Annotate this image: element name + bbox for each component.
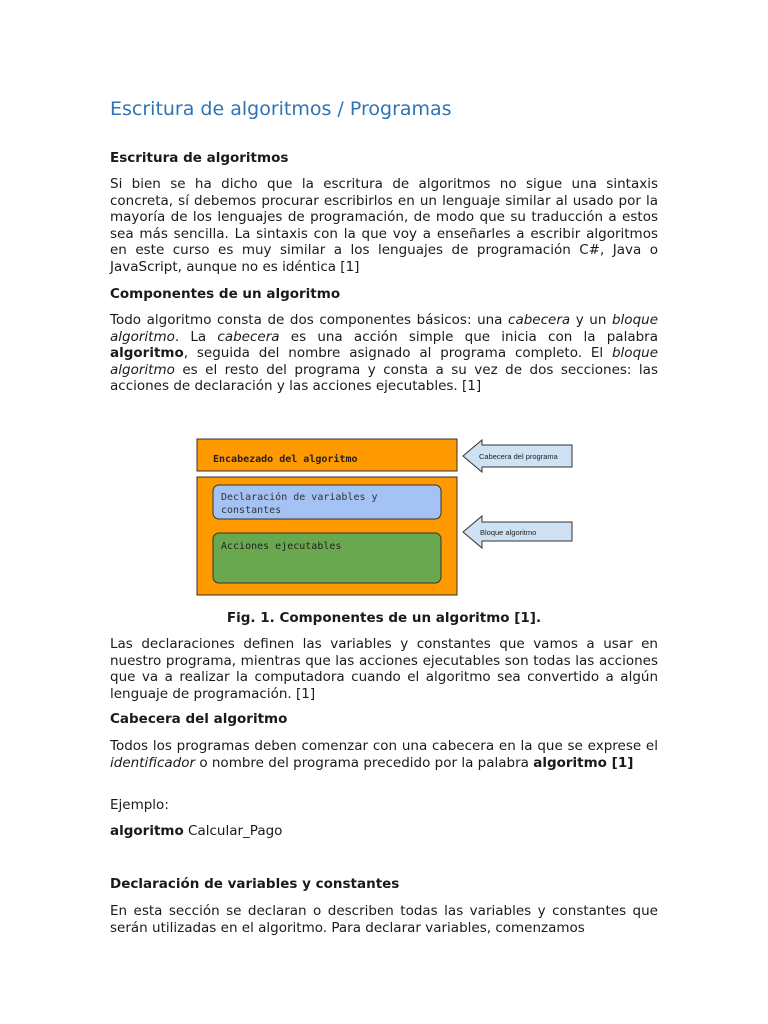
paragraph-componentes: Todo algoritmo consta de dos componentes básicos: una cabecera y un bloque algoritmo. La cabecera es una acción simple que inicia con la palabra algoritmo, seguida del nombre asignado al programa completo. El bloque algoritmo es el resto del programa y consta a su vez de dos secciones: las acciones de declaración y las acciones ejecutables. [1]: [110, 312, 658, 395]
paragraph-cabecera: Todos los programas deben comenzar con una cabecera en la que se exprese el identificador o nombre del programa precedido por la palabra algoritmo [1]: [110, 738, 658, 771]
section-heading-cabecera: Cabecera del algoritmo: [110, 711, 288, 727]
section-heading-escritura: Escritura de algoritmos: [110, 150, 289, 166]
section-heading-componentes: Componentes de un algoritmo: [110, 286, 341, 302]
page-title: Escritura de algoritmos / Programas: [110, 98, 452, 120]
paragraph-declaracion: En esta sección se declaran o describen todas las variables y constantes que serán utilizadas en el algoritmo. Para declarar variables, comenzamos: [110, 903, 658, 936]
header-box-label: Encabezado del algoritmo: [213, 454, 358, 465]
example-code: algoritmo Calcular_Pago: [110, 823, 283, 839]
arrow-block-label: Bloque algoritmo: [480, 528, 537, 537]
paragraph-declaraciones: Las declaraciones definen las variables y constantes que vamos a usar en nuestro programa, mientras que las acciones ejecutables son todas las acciones que va a realizar la computadora cuando el algoritmo sea convertido a algún lenguaje de programación. [1]: [110, 636, 658, 702]
example-label: Ejemplo:: [110, 797, 169, 813]
declarations-box-line2: constantes: [221, 505, 282, 516]
figure-caption: Fig. 1. Componentes de un algoritmo [1].: [226, 610, 542, 626]
declarations-box-line1: Declaración de variables y: [221, 492, 378, 503]
section-heading-declaracion: Declaración de variables y constantes: [110, 876, 400, 892]
arrow-header-label: Cabecera del programa: [479, 452, 558, 461]
actions-box-label: Acciones ejecutables: [221, 541, 342, 552]
algorithm-components-figure: [195, 437, 575, 597]
paragraph-escritura: Si bien se ha dicho que la escritura de algoritmos no sigue una sintaxis concreta, sí debemos procurar escribirlos en un lenguaje similar al usado por la mayoría de los lenguajes de programación, de modo que su traducción a estos sea más sencilla. La sintaxis con la que voy a enseñarles a escribir algoritmos en este curso es muy similar a los lenguajes de programación C#, Java o JavaScript, aunque no es idéntica [1]: [110, 176, 658, 275]
